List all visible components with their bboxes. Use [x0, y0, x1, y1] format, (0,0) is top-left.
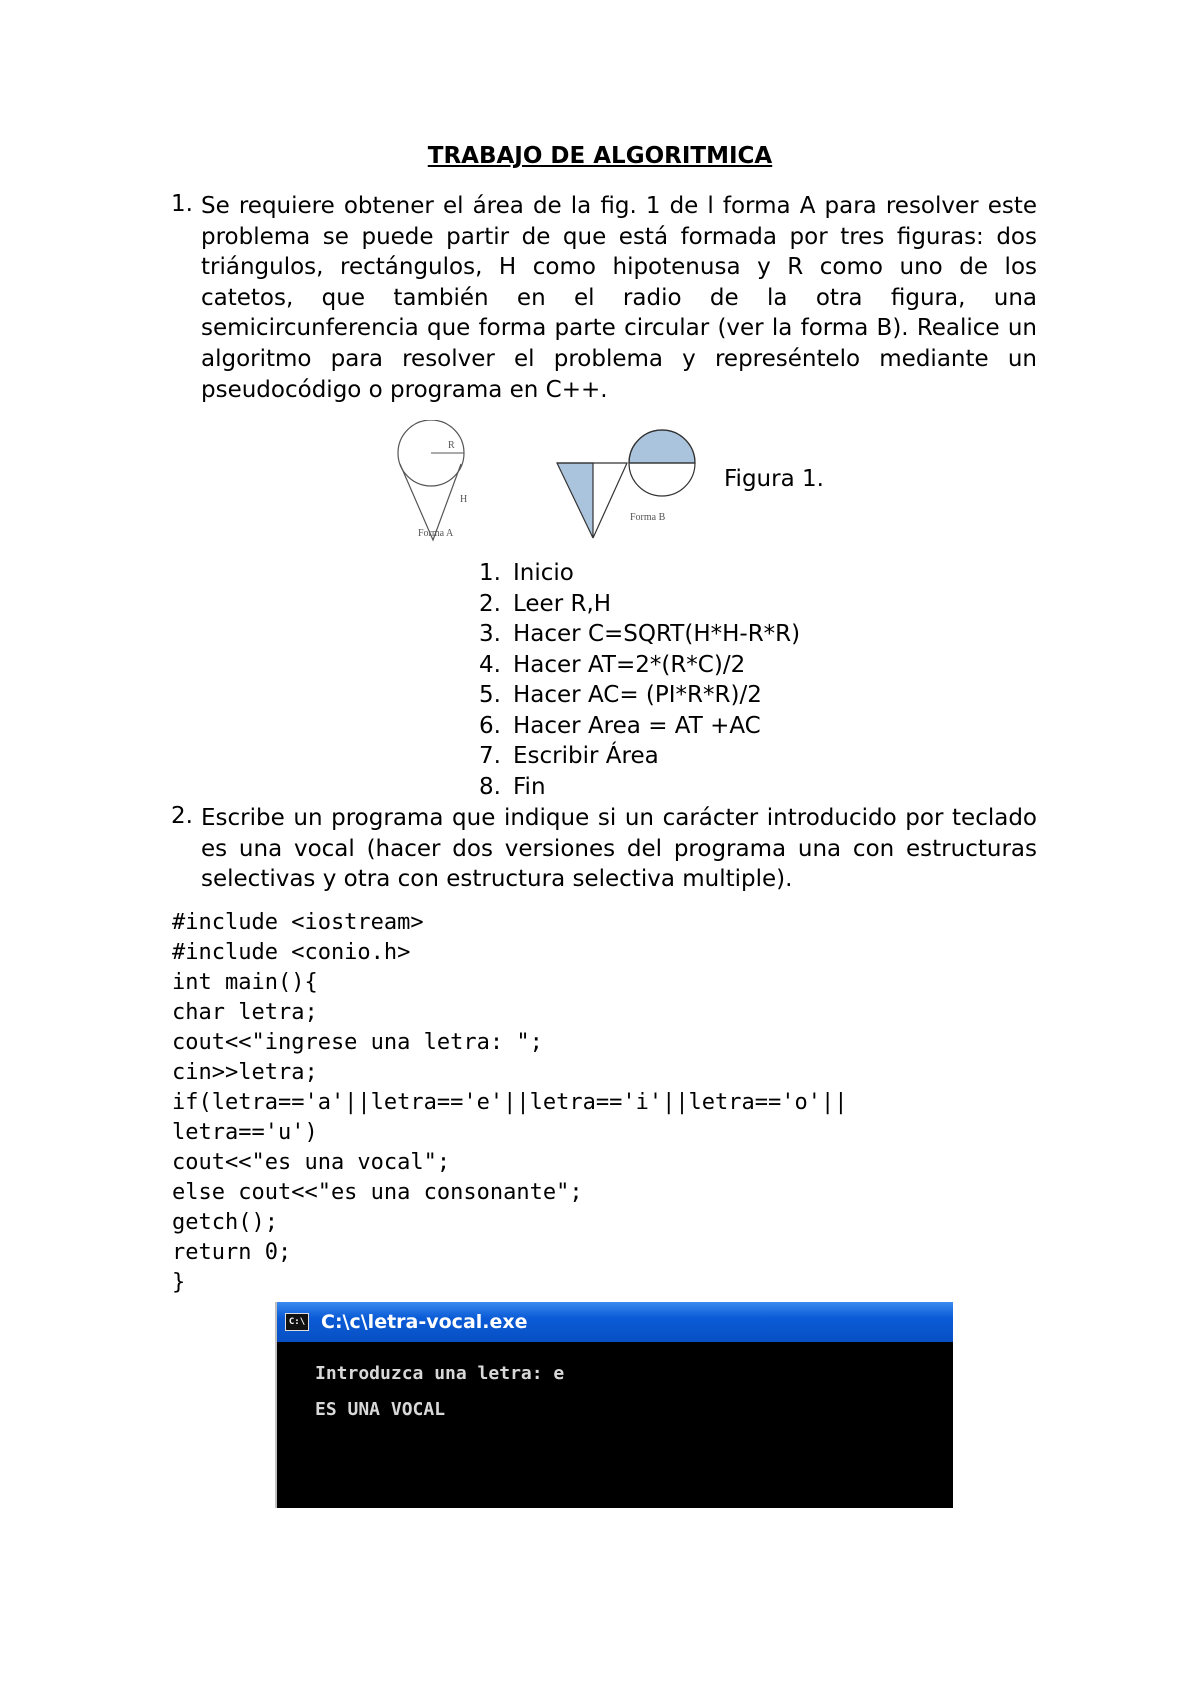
- step-number: 5.: [479, 682, 501, 708]
- console-line: ES UNA VOCAL: [315, 1399, 446, 1420]
- code-line: letra=='u'): [172, 1120, 318, 1145]
- step-item: [470, 589, 800, 620]
- console-window: [275, 1302, 953, 1508]
- code-line: #include <iostream>: [172, 910, 424, 935]
- step-number: 8.: [479, 773, 501, 800]
- shape-b-caption: Forma B: [630, 512, 666, 523]
- code-line: if(letra=='a'||letra=='e'||letra=='i'||letra=='o'||: [172, 1090, 848, 1115]
- shape-a-label-r: R: [448, 440, 455, 451]
- console-output: [277, 1342, 953, 1428]
- algorithm-steps: [470, 558, 800, 802]
- code-line: cout<<"es una vocal";: [172, 1150, 451, 1175]
- step-item: [470, 741, 800, 772]
- step-number: 6.: [479, 712, 501, 739]
- step-item: [470, 772, 800, 803]
- code-listing: [172, 908, 848, 1298]
- shape-a-caption: Forma A: [418, 528, 454, 539]
- step-number: 3.: [479, 621, 501, 647]
- figure-label: Figura 1.: [724, 466, 824, 492]
- question-2-text: [201, 803, 1037, 895]
- code-line: cout<<"ingrese una letra: ";: [172, 1030, 543, 1055]
- console-line: Introduzca una letra: e: [315, 1363, 565, 1384]
- code-line: getch();: [172, 1210, 278, 1235]
- code-line: else cout<<"es una consonante";: [172, 1180, 583, 1205]
- step-number: 4.: [479, 651, 501, 678]
- question-2-number: 2.: [171, 803, 193, 829]
- step-number: 7.: [479, 743, 501, 769]
- shape-a: [398, 420, 467, 540]
- code-line: char letra;: [172, 1000, 318, 1025]
- step-text: Hacer AT=2*(R*C)/2: [513, 651, 746, 678]
- step-item: [470, 680, 800, 711]
- step-text: Hacer Area = AT +AC: [513, 712, 761, 739]
- step-item: [470, 619, 800, 650]
- shape-b: [557, 430, 695, 538]
- console-title: C:\c\letra-vocal.exe: [321, 1311, 528, 1333]
- code-line: int main(){: [172, 970, 318, 995]
- step-text: Inicio: [513, 560, 574, 586]
- document-title: TRABAJO DE ALGORITMICA: [427, 143, 773, 169]
- code-line: #include <conio.h>: [172, 940, 411, 965]
- shape-b-shaded-triangle: [557, 463, 593, 538]
- question-1-number: 1.: [171, 191, 193, 217]
- question-1-paragraph: Se requiere obtener el área de la fig. 1 de l forma A para resolver este problema se puede partir de que está formada por tres figuras: dos triángulos, rectángulos, H como hipotenusa y R como uno de los catetos, que también en el radio de la otra figura, una semicircunferencia que forma parte circular (ver la forma B). Realice un algoritmo para resolver el problema y represéntelo mediante un pseudocódigo o programa en C++.: [201, 193, 1037, 403]
- step-text: Leer R,H: [513, 590, 612, 617]
- step-text: Fin: [513, 773, 546, 800]
- step-text: Hacer AC= (PI*R*R)/2: [513, 682, 762, 708]
- console-title-bar: [277, 1302, 953, 1342]
- code-line: cin>>letra;: [172, 1060, 318, 1085]
- code-line: }: [172, 1270, 186, 1295]
- step-item: [470, 558, 800, 589]
- step-item: [470, 650, 800, 681]
- shape-a-label-h: H: [460, 494, 468, 505]
- figure-1: [390, 420, 710, 544]
- question-1-text: [201, 191, 1037, 405]
- step-number: 1.: [479, 560, 501, 586]
- step-text: Hacer C=SQRT(H*H-R*R): [513, 621, 801, 647]
- step-text: Escribir Área: [513, 743, 659, 769]
- shape-b-shaded-semicircle: [629, 430, 695, 463]
- code-line: return 0;: [172, 1240, 292, 1265]
- question-2-paragraph: Escribe un programa que indique si un carácter introducido por teclado es una vocal (hacer dos versiones del programa una con estructuras selectivas y otra con estructura selectiva multiple).: [201, 805, 1037, 893]
- step-item: [470, 711, 800, 742]
- console-icon: C:\: [285, 1313, 309, 1331]
- step-number: 2.: [479, 590, 501, 617]
